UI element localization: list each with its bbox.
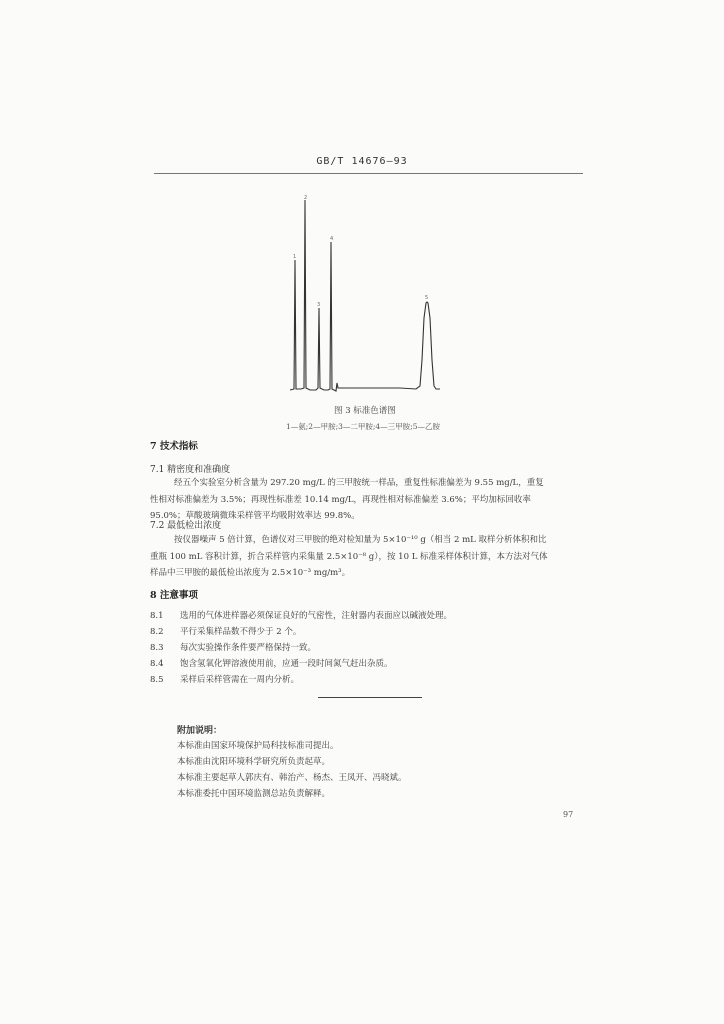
list-item [150,657,393,669]
figure-legend: 1—氨;2—甲胺;3—二甲胺;4—三甲胺;5—乙胺 [286,422,440,431]
peak-label: 5 [425,295,429,301]
list-item [150,641,316,653]
item-text: 采样后采样管需在一周内分析。 [180,675,300,685]
item-number: 8.1 [150,611,164,621]
page-number: 97 [563,810,574,819]
list-item [150,625,301,637]
item-number: 8.4 [150,659,164,669]
subsection-heading: 7.1 精密度和准确度 [150,465,231,475]
subsection-heading: 7.2 最低检出浓度 [150,521,222,531]
standard-header: GB/T 14676—93 [316,156,408,167]
notes-title: 附加说明： [177,726,223,736]
list-item [150,609,452,621]
note-line: 本标准主要起草人郭庆有、韩治产、杨杰、王凤开、冯晓斌。 [177,773,407,783]
item-number: 8.2 [150,627,164,637]
paragraph-7-2 [150,532,580,582]
text-line: 样品中三甲胺的最低检出浓度为 2.5×10⁻³ mg/m³。 [150,568,351,578]
item-text: 平行采集样品数不得少于 2 个。 [180,627,302,637]
section-heading: 7 技术指标 [150,441,198,452]
chromatogram-trace [290,200,440,391]
peak-label: 1 [293,254,297,260]
text-line: 按仪器噪声 5 倍计算，色谱仪对三甲胺的绝对检知量为 5×10⁻¹⁰ g（相当 2 mL 取样分析体积和比 [174,535,547,545]
peak-label: 4 [330,236,334,242]
item-text: 每次实验操作条件要严格保持一致。 [180,643,317,653]
chromatogram [280,190,450,395]
text-line: 95.0%；草酸玻璃微珠采样管平均吸附效率达 99.8%。 [150,511,360,521]
list-item [150,673,299,685]
item-text: 饱含氢氧化钾溶液使用前，应通一段时间氮气赶出杂质。 [180,659,393,669]
item-number: 8.5 [150,675,164,685]
separator-rule [318,697,422,698]
text-line: 重瓶 100 mL 容积计算，折合采样管内采集量 2.5×10⁻⁸ g），按 10 L 标准采样体积计算，本方法对气体 [150,551,548,562]
text-line: 性相对标准偏差为 3.5%；再现性标准差 10.14 mg/L，再现性相对标准偏差 3.6%；平均加标回收率 [150,494,531,505]
section-heading: 8 注意事项 [150,590,198,601]
item-number: 8.3 [150,643,164,653]
item-text: 选用的气体进样器必须保证良好的气密性，注射器内表面应以碱液处理。 [180,611,453,621]
header-rule [154,173,583,174]
text-line: 经五个实验室分析含量为 297.20 mg/L 的三甲胺统一样品，重复性标准偏差为 9.55 mg/L，重复 [174,478,544,488]
note-line: 本标准由沈阳环境科学研究所负责起草。 [177,757,331,767]
note-line: 本标准委托中国环境监测总站负责解释。 [177,789,331,799]
figure-caption: 图 3 标准色谱图 [334,406,396,416]
note-line: 本标准由国家环境保护局科技标准司提出。 [177,741,339,751]
peak-label: 3 [317,302,321,308]
peak-label: 2 [304,195,308,201]
